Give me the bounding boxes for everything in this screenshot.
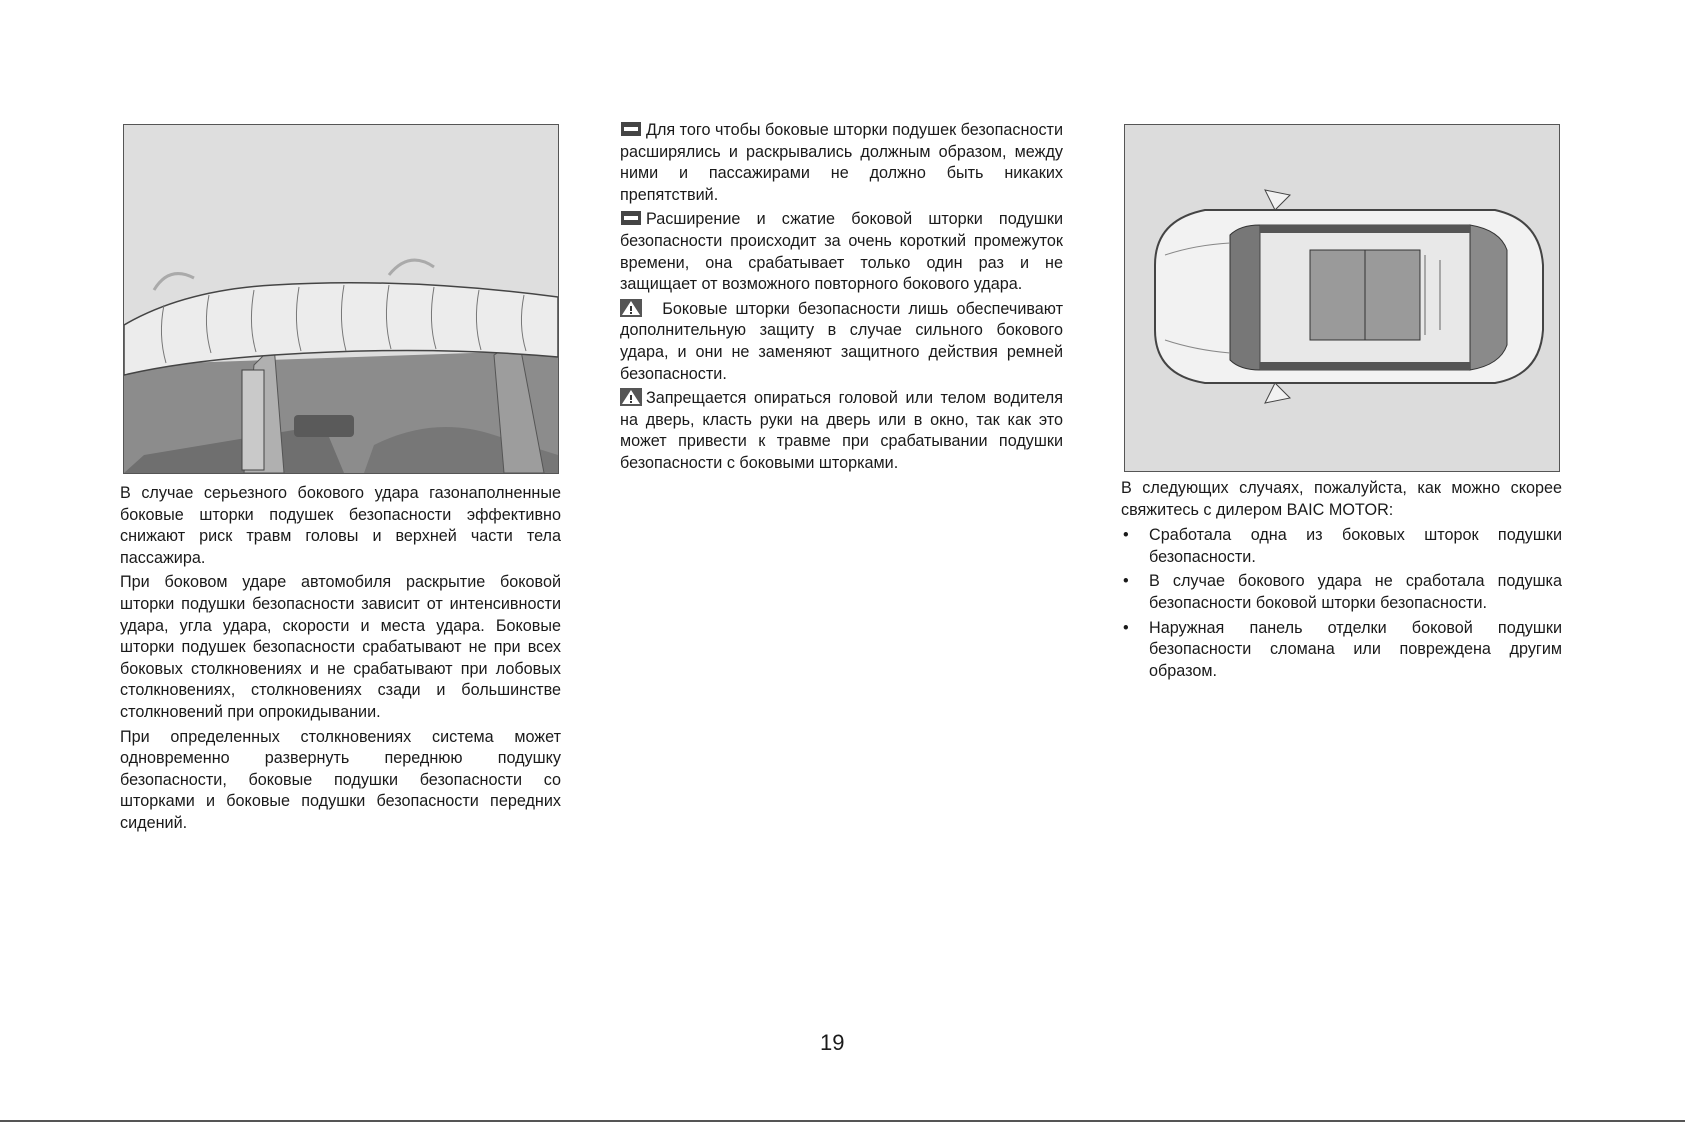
list-item [1121, 525, 1562, 568]
list-item-text: Сработала одна из боковых шторок подушки безопасности. [1149, 526, 1562, 566]
note-text: Для того чтобы боковые шторки подушек безопасности расширялись и раскрывались должным образом, между ними и пассажирами не должно быть никаких препятствий. [620, 121, 1064, 204]
list-item [1121, 571, 1562, 614]
paragraph: При определенных столкновениях система может одновременно развернуть переднюю подушку безопасности, боковые подушки безопасности со шторками и боковые подушки безопасности передних сидений. [120, 727, 561, 832]
page-number: 19 [820, 1030, 845, 1055]
bullet-symbol: • [1123, 618, 1129, 637]
note-icon [620, 120, 642, 138]
note-paragraph [620, 209, 1063, 295]
warning-paragraph [620, 388, 1063, 474]
list-item-text: В случае бокового удара не сработала подушка безопасности боковой шторки безопасности. [1149, 572, 1562, 612]
note-paragraph [620, 120, 1063, 206]
list-item [1121, 618, 1562, 683]
bottom-divider [0, 1120, 1685, 1122]
note-text: Расширение и сжатие боковой шторки подушки безопасности происходит за очень короткий промежуток времени, она срабатывает только один раз и не защищает от возможного повторного бокового удара. [620, 210, 1063, 294]
warning-paragraph [620, 299, 1063, 385]
right-column [1121, 478, 1562, 685]
bullet-symbol: • [1123, 526, 1129, 545]
middle-column [620, 120, 1063, 478]
warning-text: Боковые шторки безопасности лишь обеспечивают дополнительную защиту в случае сильного бокового удара, и они не заменяют защитного действия ремней безопасности. [620, 299, 1063, 383]
warning-triangle-icon [620, 388, 642, 406]
intro-paragraph: В следующих случаях, пожалуйста, как можно скорее свяжитесь с дилером BAIC MOTOR: [1121, 479, 1562, 519]
note-icon [620, 209, 642, 227]
curtain-airbag-illustration [123, 124, 559, 474]
list-item-text: Наружная панель отделки боковой подушки безопасности сломана или повреждена другим образом. [1149, 618, 1562, 680]
warning-triangle-icon [620, 299, 642, 317]
warning-text: Запрещается опираться головой или телом водителя на дверь, класть руки на дверь или в окно, так как это может привести к травме при срабатывании подушки безопасности с боковыми шторками. [620, 389, 1063, 472]
left-column [120, 483, 561, 838]
bullet-symbol: • [1123, 572, 1129, 591]
paragraph: При боковом ударе автомобиля раскрытие боковой шторки подушки безопасности зависит от интенсивности удара, угла удара, скорости и места удара. Боковые шторки подушек безопасности срабатывают не при всех боковых столкновениях и не срабатывают при лобовых столкновениях, столкновениях сзади и большинстве столкновений при опрокидывании. [120, 573, 561, 721]
car-top-view-illustration [1124, 124, 1560, 472]
bullet-list [1121, 525, 1562, 682]
paragraph: В случае серьезного бокового удара газонаполненные боковые шторки подушек безопасности эффективно снижают риск травм головы и верхней части тела пассажира. [120, 484, 561, 567]
